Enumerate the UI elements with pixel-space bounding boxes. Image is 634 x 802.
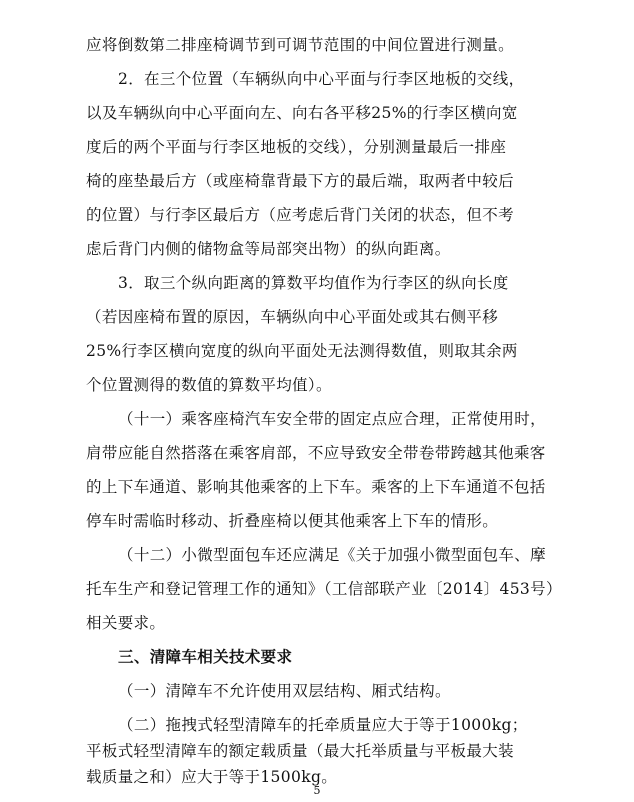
- paragraph-line: 度后的两个平面与行李区地板的交线），分别测量最后一排座: [86, 138, 507, 156]
- paragraph-line: 椅的座垫最后方（或座椅靠背最下方的最后端，取两者中较后: [86, 172, 514, 190]
- paragraph-line: 相关要求。: [86, 614, 166, 632]
- paragraph-line: 托车生产和登记管理工作的通知》（工信部联产业〔2014〕453号）: [86, 580, 562, 598]
- paragraph-line: （二）拖拽式轻型清障车的托牵质量应大于等于1000kg；: [118, 716, 528, 734]
- paragraph-line: 停车时需临时移动、折叠座椅以便其他乘客上下车的情形。: [86, 512, 499, 530]
- paragraph-line: 3．取三个纵向距离的算数平均值作为行李区的纵向长度: [118, 274, 509, 292]
- paragraph-line: 平板式轻型清障车的额定载质量（最大托举质量与平板最大装: [86, 742, 514, 760]
- paragraph-line: 个位置测得的数值的算数平均值）。: [86, 376, 332, 394]
- paragraph-line: 肩带应能自然搭落在乘客肩部，不应导致安全带卷带跨越其他乘客: [86, 444, 546, 462]
- section-heading: 三、清障车相关技术要求: [118, 648, 293, 666]
- paragraph-line: （十二）小微型面包车还应满足《关于加强小微型面包车、摩: [118, 546, 546, 564]
- paragraph-line: （一）清障车不允许使用双层结构、厢式结构。: [118, 682, 451, 700]
- paragraph-line: 的上下车通道、影响其他乘客的上下车。乘客的上下车通道不包括: [86, 478, 546, 496]
- paragraph-line: 应将倒数第二排座椅调节到可调节范围的中间位置进行测量。: [86, 36, 514, 54]
- paragraph-line: 虑后背门内侧的储物盒等局部突出物）的纵向距离。: [86, 240, 451, 258]
- page-number: 5: [313, 784, 321, 797]
- paragraph-line: 2．在三个位置（车辆纵向中心平面与行李区地板的交线，: [118, 70, 525, 88]
- paragraph-line: （若因座椅布置的原因，车辆纵向中心平面处或其右侧平移: [86, 308, 499, 326]
- paragraph-line: 25%行李区横向宽度的纵向平面处无法测得数值，则取其余两: [86, 342, 518, 360]
- paragraph-line: 载质量之和）应大于等于1500kg。: [86, 768, 338, 786]
- paragraph-line: 的位置）与行李区最后方（应考虑后背门关闭的状态，但不考: [86, 206, 514, 224]
- paragraph-line: （十一）乘客座椅汽车安全带的固定点应合理，正常使用时，: [118, 410, 546, 428]
- paragraph-line: 以及车辆纵向中心平面向左、向右各平移25%的行李区横向宽: [86, 104, 518, 122]
